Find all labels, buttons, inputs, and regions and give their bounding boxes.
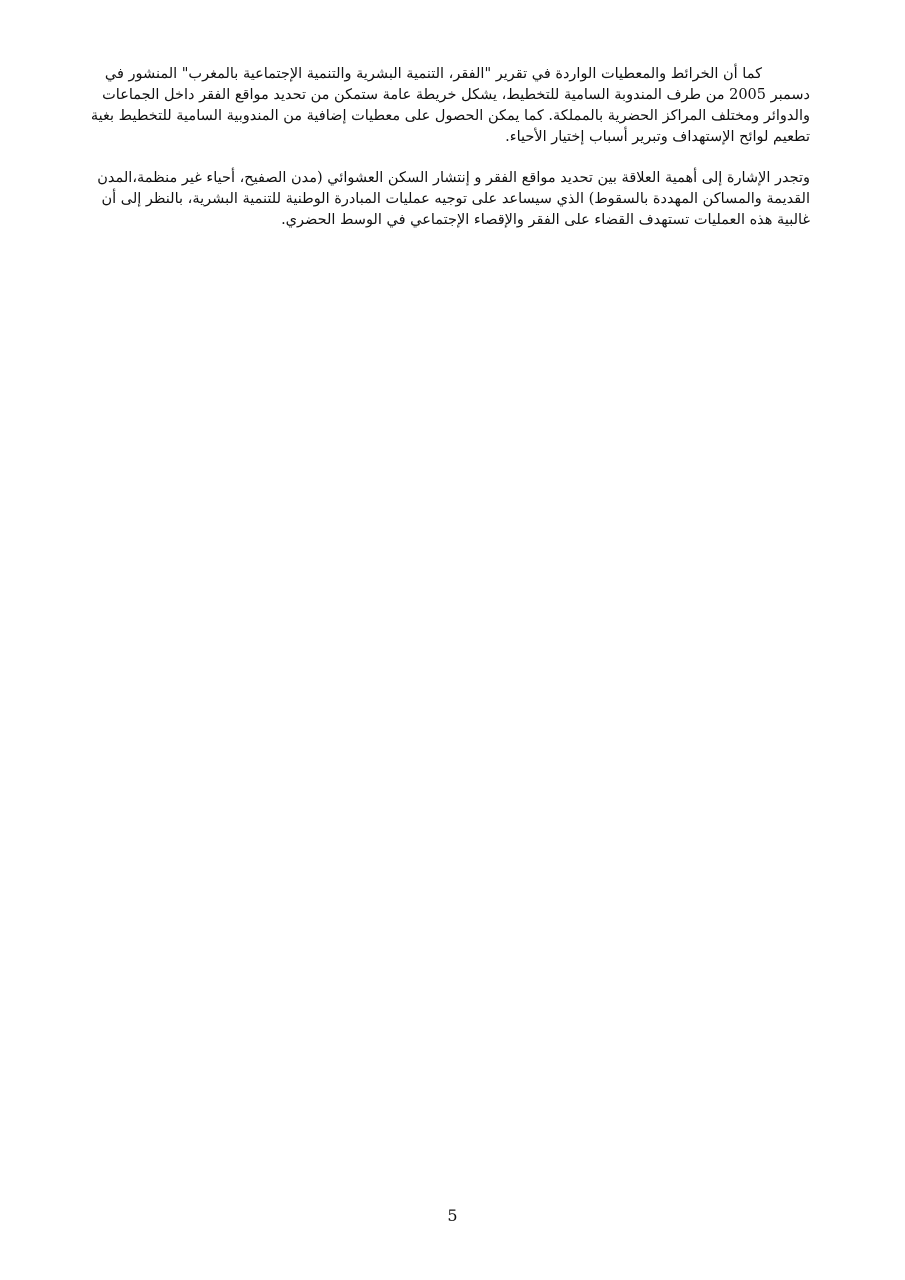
document-body — [70, 64, 810, 231]
paragraph-poverty-maps: كما أن الخرائط والمعطيات الواردة في تقرير "الفقر، التنمية البشرية والتنمية الإجتماعية بالمغرب" المنشور في دسمبر 2005 من طرف المندوبة السامية للتخطيط، يشكل خريطة عامة ستمكن من تحديد مواقع الفقر داخل الجماعات والدوائر ومختلف المراكز الحضرية بالمملكة. كما يمكن الحصول على معطيات إضافية من المندوبية السامية للتخطيط بغية تطعيم لوائح الإستهداف وتبرير أسباب إختيار الأحياء. — [90, 66, 810, 145]
paragraph-informal-housing: وتجدر الإشارة إلى أهمية العلاقة بين تحديد مواقع الفقر و إنتشار السكن العشوائي (مدن الصفيح، أحياء غير منظمة،المدن القديمة والمساكن المهددة بالسقوط) الذي سيساعد على توجيه عمليات المبادرة الوطنية للتنمية البشرية، بالنظر إلى أن غالبية هذه العمليات تستهدف القضاء على الفقر والإقصاء الإجتماعي في الوسط الحضري. — [97, 170, 810, 228]
page-number: 5 — [447, 1206, 458, 1225]
